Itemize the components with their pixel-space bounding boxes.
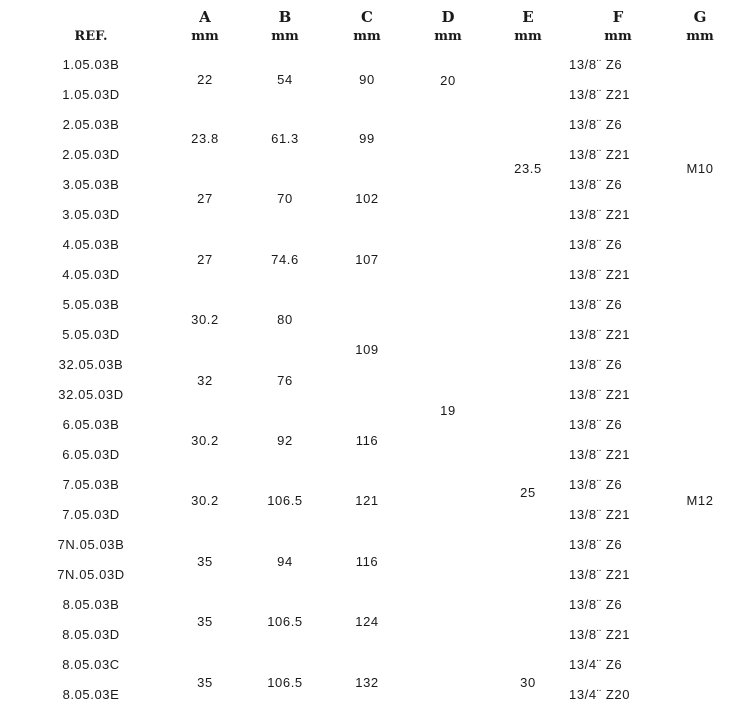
header-d-letter: D bbox=[441, 8, 455, 26]
ref-cell: 7.05.03D bbox=[62, 507, 120, 522]
cell-f: 13/8¨ Z6 bbox=[569, 417, 623, 432]
cell-d: 19 bbox=[440, 403, 456, 418]
cell-a: 23.8 bbox=[191, 131, 219, 146]
cell-c: 116 bbox=[355, 433, 379, 448]
header-c-unit: mm bbox=[353, 29, 381, 44]
header-f bbox=[588, 7, 648, 47]
ref-cell: 4.05.03D bbox=[62, 267, 120, 282]
header-g-letter: G bbox=[693, 8, 707, 26]
cell-f: 13/8¨ Z21 bbox=[569, 147, 631, 162]
cell-c: 102 bbox=[355, 191, 379, 206]
header-a-letter: A bbox=[199, 8, 211, 26]
cell-f: 13/8¨ Z21 bbox=[569, 267, 631, 282]
ref-cell: 8.05.03E bbox=[62, 687, 120, 702]
header-e bbox=[498, 7, 558, 47]
header-c-letter: C bbox=[361, 8, 373, 26]
cell-a: 32 bbox=[197, 373, 213, 388]
cell-f: 13/8¨ Z21 bbox=[569, 507, 631, 522]
header-f-unit: mm bbox=[604, 29, 632, 44]
ref-cell: 3.05.03B bbox=[62, 177, 120, 192]
header-e-letter: E bbox=[522, 8, 534, 26]
cell-c: 124 bbox=[355, 614, 379, 629]
cell-f: 13/8¨ Z21 bbox=[569, 87, 631, 102]
cell-a: 35 bbox=[197, 554, 213, 569]
cell-a: 27 bbox=[197, 191, 213, 206]
ref-cell: 6.05.03D bbox=[62, 447, 120, 462]
cell-c: 121 bbox=[355, 493, 379, 508]
header-b-letter: B bbox=[278, 8, 292, 26]
cell-a: 22 bbox=[197, 72, 213, 87]
cell-d: 20 bbox=[440, 73, 456, 88]
cell-f: 13/8¨ Z21 bbox=[569, 627, 631, 642]
header-d-unit: mm bbox=[434, 29, 462, 44]
cell-c: 99 bbox=[359, 131, 375, 146]
cell-f: 13/8¨ Z21 bbox=[569, 327, 631, 342]
cell-b: 106.5 bbox=[267, 614, 303, 629]
header-d bbox=[418, 7, 478, 47]
header-g bbox=[670, 7, 730, 47]
cell-b: 61.3 bbox=[271, 131, 299, 146]
ref-cell: 32.05.03B bbox=[58, 357, 124, 372]
cell-f: 13/8¨ Z6 bbox=[569, 357, 623, 372]
cell-c: 132 bbox=[355, 675, 379, 690]
cell-c: 116 bbox=[355, 554, 379, 569]
cell-b: 80 bbox=[277, 312, 293, 327]
cell-b: 70 bbox=[277, 191, 293, 206]
cell-f: 13/8¨ Z6 bbox=[569, 177, 623, 192]
cell-b: 76 bbox=[277, 373, 293, 388]
cell-a: 30.2 bbox=[191, 312, 219, 327]
ref-cell: 7N.05.03B bbox=[57, 537, 125, 552]
header-c bbox=[337, 7, 397, 47]
cell-g: M10 bbox=[686, 161, 714, 176]
cell-f: 13/8¨ Z6 bbox=[569, 597, 623, 612]
cell-e: 30 bbox=[520, 675, 536, 690]
ref-cell: 8.05.03B bbox=[62, 597, 120, 612]
header-b-unit: mm bbox=[271, 29, 299, 44]
header-a-unit: mm bbox=[191, 29, 219, 44]
ref-cell: 8.05.03D bbox=[62, 627, 120, 642]
cell-e: 25 bbox=[520, 485, 536, 500]
cell-b: 54 bbox=[277, 72, 293, 87]
cell-a: 30.2 bbox=[191, 433, 219, 448]
ref-cell: 32.05.03D bbox=[58, 387, 124, 402]
cell-b: 106.5 bbox=[267, 493, 303, 508]
cell-f: 13/8¨ Z6 bbox=[569, 537, 623, 552]
cell-f: 13/8¨ Z6 bbox=[569, 117, 623, 132]
ref-cell: 7.05.03B bbox=[62, 477, 120, 492]
cell-e: 23.5 bbox=[514, 161, 542, 176]
cell-c: 90 bbox=[359, 72, 375, 87]
cell-a: 35 bbox=[197, 675, 213, 690]
cell-c: 109 bbox=[355, 342, 379, 357]
cell-f: 13/8¨ Z6 bbox=[569, 237, 623, 252]
cell-f: 13/4¨ Z20 bbox=[569, 687, 631, 702]
ref-cell: 6.05.03B bbox=[62, 417, 120, 432]
ref-cell: 4.05.03B bbox=[62, 237, 120, 252]
cell-b: 92 bbox=[277, 433, 293, 448]
cell-b: 106.5 bbox=[267, 675, 303, 690]
header-f-letter: F bbox=[612, 8, 624, 26]
cell-a: 35 bbox=[197, 614, 213, 629]
cell-f: 13/8¨ Z6 bbox=[569, 477, 623, 492]
header-g-unit: mm bbox=[686, 29, 714, 44]
ref-cell: 1.05.03B bbox=[62, 57, 120, 72]
cell-c: 107 bbox=[355, 252, 379, 267]
cell-a: 27 bbox=[197, 252, 213, 267]
cell-f: 13/8¨ Z6 bbox=[569, 297, 623, 312]
cell-b: 94 bbox=[277, 554, 293, 569]
ref-cell: 5.05.03B bbox=[62, 297, 120, 312]
header-b bbox=[255, 7, 315, 47]
ref-cell: 5.05.03D bbox=[62, 327, 120, 342]
ref-cell: 3.05.03D bbox=[62, 207, 120, 222]
cell-f: 13/8¨ Z21 bbox=[569, 567, 631, 582]
ref-cell: 8.05.03C bbox=[62, 657, 120, 672]
cell-f: 13/8¨ Z21 bbox=[569, 447, 631, 462]
ref-cell: 2.05.03D bbox=[62, 147, 120, 162]
header-ref bbox=[48, 27, 134, 47]
cell-f: 13/8¨ Z6 bbox=[569, 57, 623, 72]
cell-a: 30.2 bbox=[191, 493, 219, 508]
header-ref-label: REF. bbox=[74, 29, 108, 44]
cell-f: 13/4¨ Z6 bbox=[569, 657, 623, 672]
ref-cell: 2.05.03B bbox=[62, 117, 120, 132]
ref-cell: 1.05.03D bbox=[62, 87, 120, 102]
cell-b: 74.6 bbox=[271, 252, 299, 267]
ref-cell: 7N.05.03D bbox=[57, 567, 125, 582]
cell-g: M12 bbox=[686, 493, 714, 508]
cell-f: 13/8¨ Z21 bbox=[569, 207, 631, 222]
header-e-unit: mm bbox=[514, 29, 542, 44]
header-a bbox=[175, 7, 235, 47]
cell-f: 13/8¨ Z21 bbox=[569, 387, 631, 402]
